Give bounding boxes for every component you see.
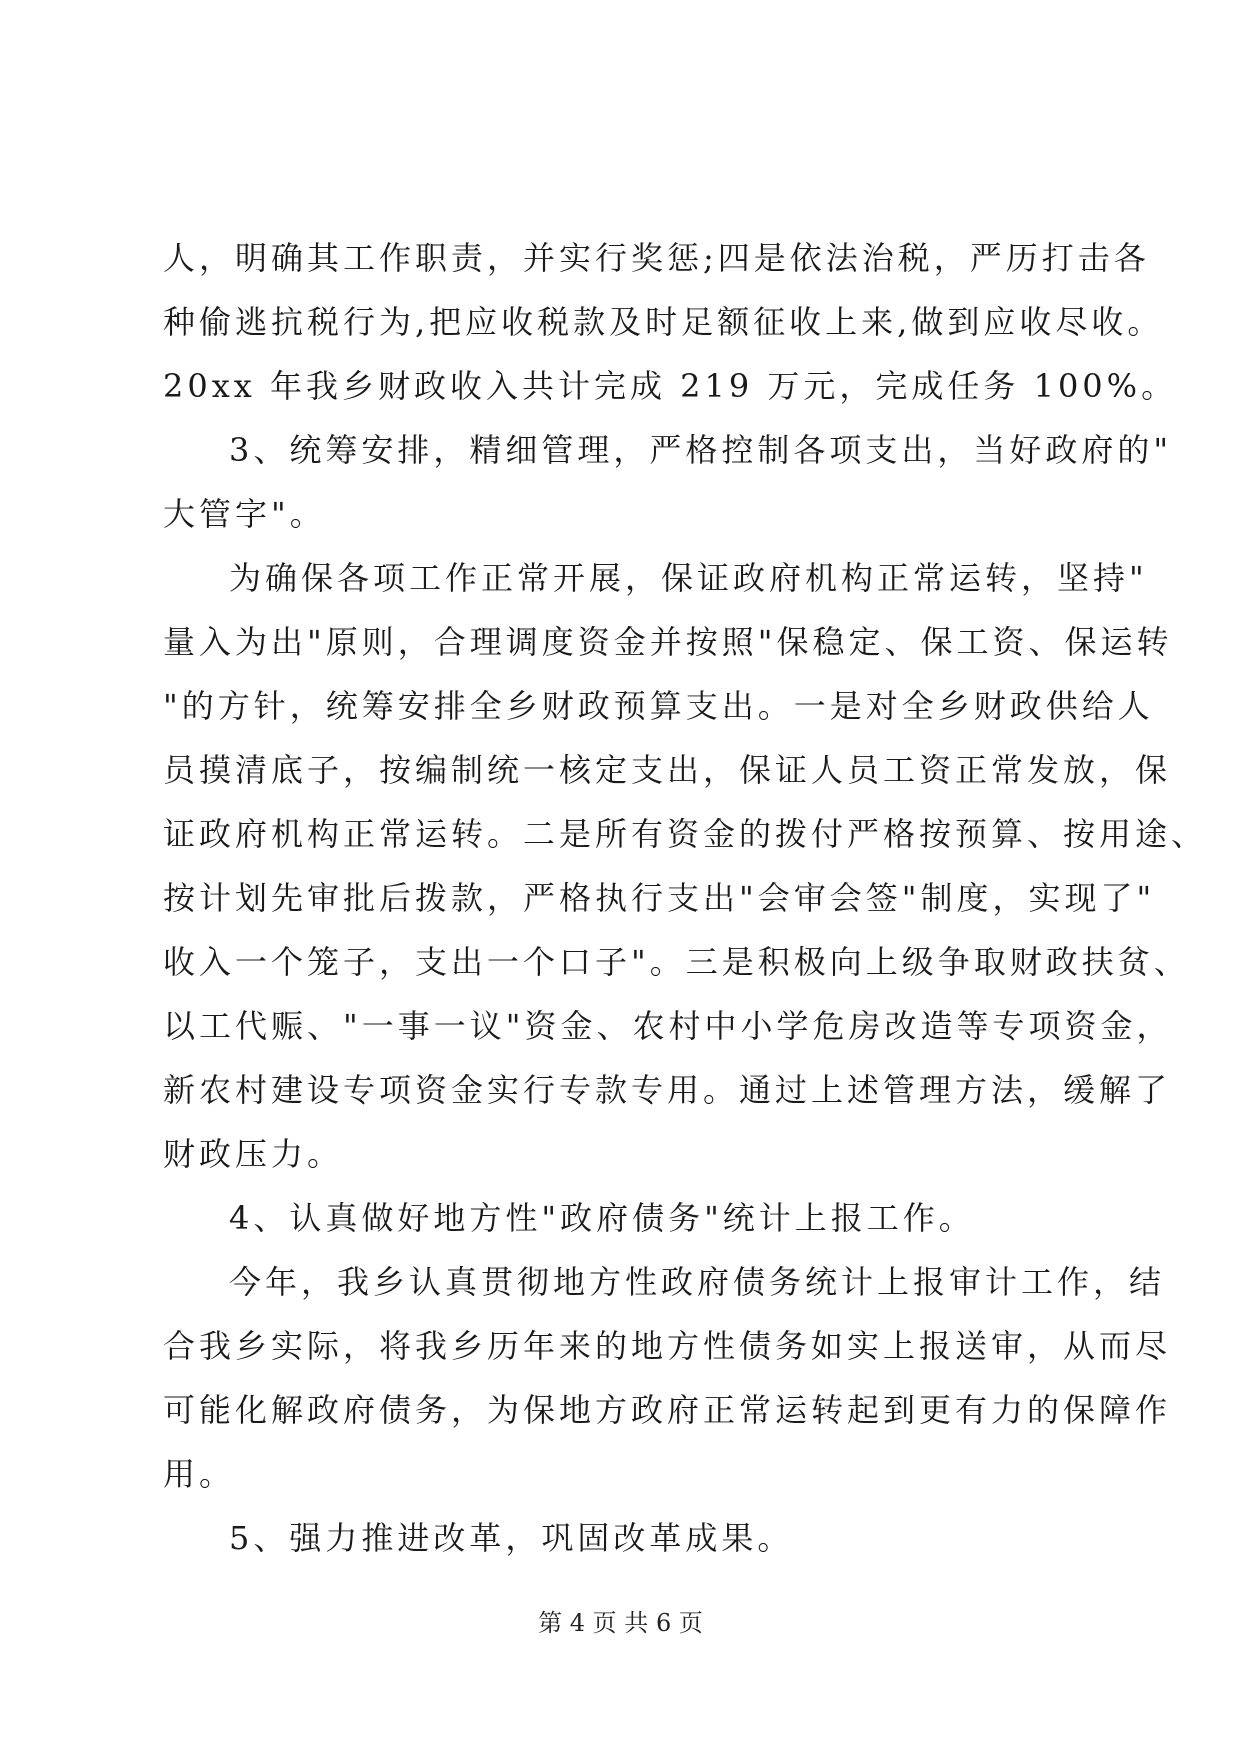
text-line-5: 大管字"。 (163, 495, 326, 533)
text-line-7: 量入为出"原则，合理调度资金并按照"保稳定、保工资、保运转 (163, 623, 1173, 661)
text-line-8: "的方针，统筹安排全乡财政预算支出。一是对全乡财政供给人 (163, 687, 1154, 725)
text-line-19: 可能化解政府债务，为保地方政府正常运转起到更有力的保障作 (163, 1391, 1172, 1429)
text-line-6: 为确保各项工作正常开展，保证政府机构正常运转，坚持" (229, 559, 1148, 597)
page-number-label: 第 4 页 共 6 页 (538, 1609, 703, 1637)
section-heading-3: 3、统筹安排，精细管理，严格控制各项支出，当好政府的" (229, 431, 1173, 469)
text-line-2: 种偷逃抗税行为,把应收税款及时足额征收上来,做到应收尽收。 (163, 303, 1164, 341)
section-heading-4: 4、认真做好地方性"政府债务"统计上报工作。 (229, 1199, 975, 1237)
text-line-3: 20xx 年我乡财政收入共计完成 219 万元，完成任务 100%。 (163, 367, 1178, 405)
text-line-9: 员摸清底子，按编制统一核定支出，保证人员工资正常发放，保 (163, 751, 1172, 789)
text-line-13: 以工代赈、"一事一议"资金、农村中小学危房改造等专项资金， (163, 1007, 1173, 1045)
text-line-1: 人，明确其工作职责，并实行奖惩;四是依法治税，严历打击各 (163, 239, 1150, 277)
text-line-15: 财政压力。 (163, 1135, 344, 1173)
text-line-18: 合我乡实际，将我乡历年来的地方性债务如实上报送审，从而尽 (163, 1327, 1172, 1365)
text-line-17: 今年，我乡认真贯彻地方性政府债务统计上报审计工作，结 (229, 1263, 1166, 1301)
text-line-11: 按计划先审批后拨款，严格执行支出"会审会签"制度，实现了" (163, 879, 1156, 917)
text-line-12: 收入一个笼子，支出一个口子"。三是积极向上级争取财政扶贫、 (163, 943, 1190, 981)
document-body (163, 226, 1208, 1570)
page-footer (0, 1608, 1241, 1638)
section-heading-5: 5、强力推进改革，巩固改革成果。 (229, 1519, 794, 1557)
text-line-10: 证政府机构正常运转。二是所有资金的拨付严格按预算、按用途、 (163, 815, 1208, 853)
text-line-20: 用。 (163, 1455, 236, 1493)
text-line-14: 新农村建设专项资金实行专款专用。通过上述管理方法，缓解了 (163, 1071, 1172, 1109)
